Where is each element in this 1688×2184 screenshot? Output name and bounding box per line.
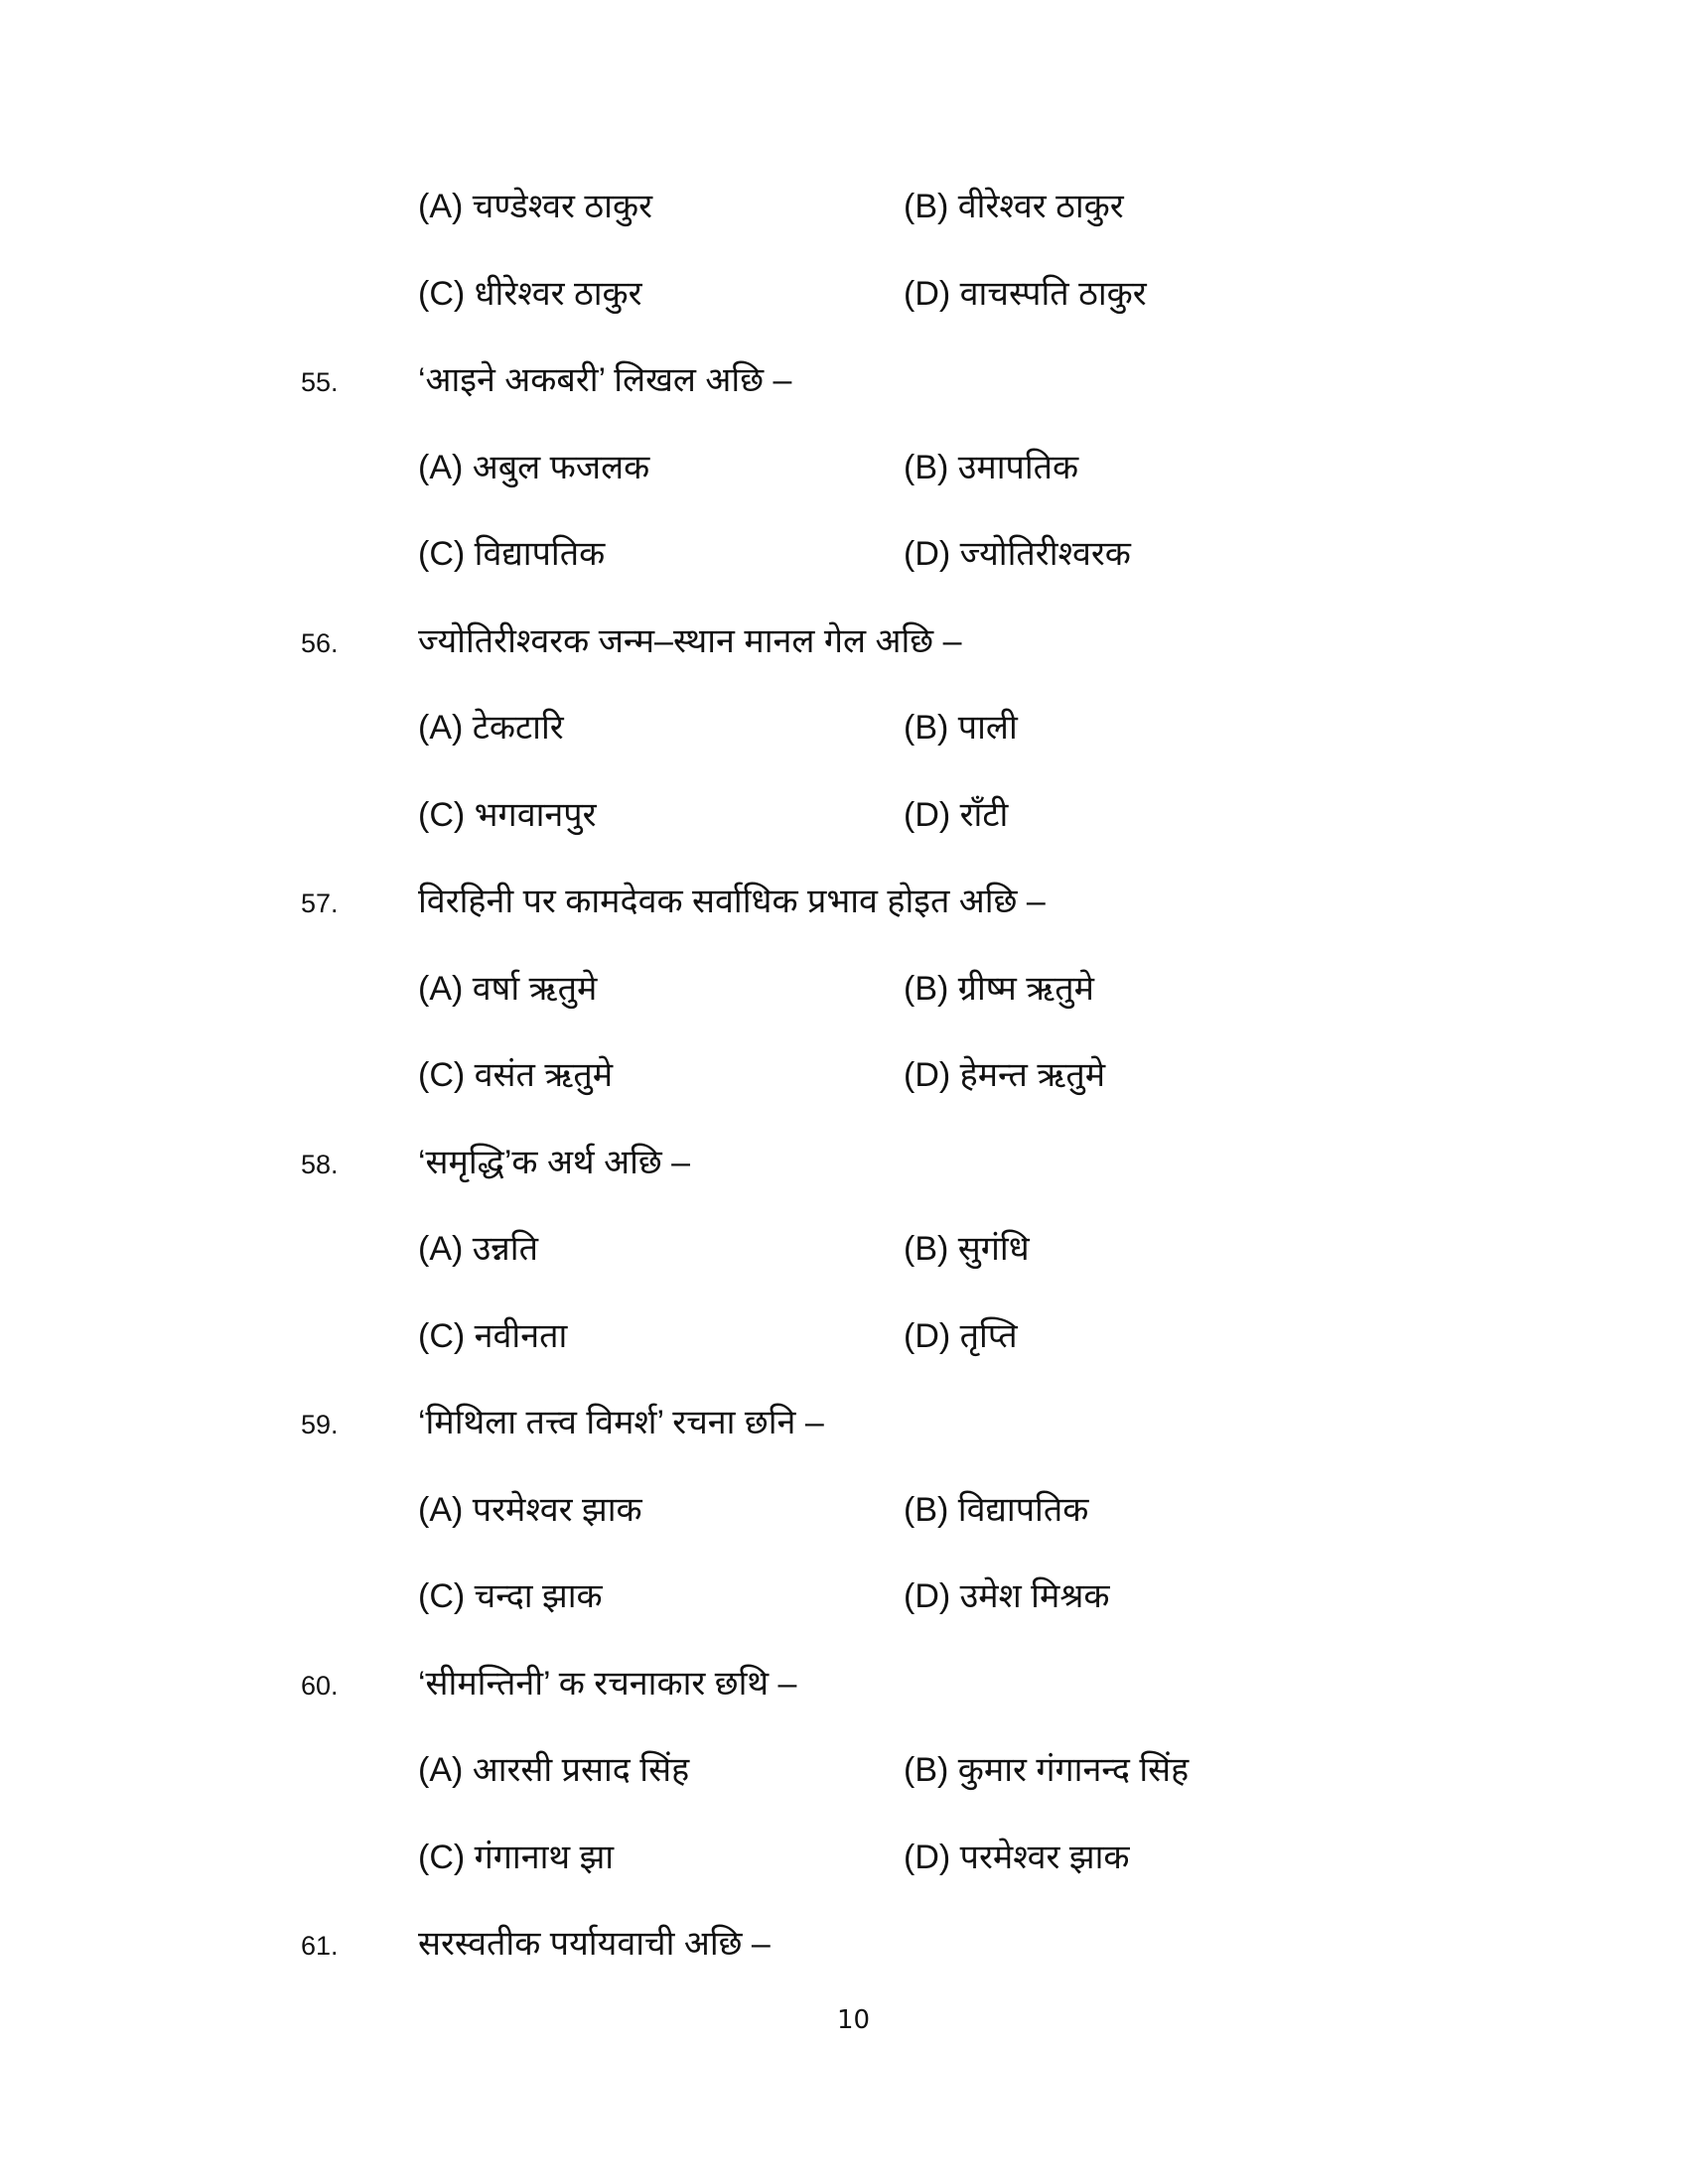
option-a: (A) उन्नति bbox=[418, 1230, 538, 1268]
question-number: 61. bbox=[301, 1931, 339, 1961]
question-number: 59. bbox=[301, 1410, 339, 1439]
question-number: 60. bbox=[301, 1671, 339, 1701]
option-c: (C) विद्यापतिक bbox=[418, 535, 606, 573]
option-c: (C) भगवानपुर bbox=[418, 796, 597, 834]
option-a: (A) परमेश्वर झाक bbox=[418, 1491, 642, 1529]
question-text: सरस्वतीक पर्यायवाची अछि – bbox=[418, 1925, 771, 1963]
option-b: (B) कुमार गंगानन्द सिंह bbox=[904, 1751, 1190, 1789]
page-number: 10 bbox=[837, 2005, 871, 2035]
option-d: (D) उमेश मिश्रक bbox=[904, 1577, 1110, 1615]
option-d: (D) ज्योतिरीश्वरक bbox=[904, 535, 1131, 573]
option-a: (A) आरसी प्रसाद सिंह bbox=[418, 1751, 690, 1789]
question-text: ‘समृद्धि’क अर्थ अछि – bbox=[418, 1144, 691, 1181]
option-c: (C) गंगानाथ झा bbox=[418, 1839, 615, 1876]
option-c: (C) नवीनता bbox=[418, 1317, 568, 1355]
option-d: (D) तृप्ति bbox=[904, 1317, 1018, 1355]
option-c: (C) चन्दा झाक bbox=[418, 1577, 603, 1615]
option-d: (D) परमेश्वर झाक bbox=[904, 1839, 1130, 1876]
option-a: (A) चण्डेश्वर ठाकुर bbox=[418, 188, 652, 225]
option-b: (B) विद्यापतिक bbox=[904, 1491, 1089, 1529]
option-c: (C) धीरेश्वर ठाकुर bbox=[418, 275, 642, 313]
question-text: ज्योतिरीश्वरक जन्म–स्थान मानल गेल अछि – bbox=[418, 622, 962, 660]
question-text: ‘आइने अकबरी’ लिखल अछि – bbox=[418, 361, 792, 399]
option-a: (A) टेकटारि bbox=[418, 709, 564, 747]
question-text: ‘सीमन्तिनी’ क रचनाकार छथि – bbox=[418, 1665, 797, 1703]
option-b: (B) ग्रीष्म ऋतुमे bbox=[904, 970, 1094, 1008]
option-d: (D) वाचस्पति ठाकुर bbox=[904, 275, 1147, 313]
option-b: (B) पाली bbox=[904, 709, 1018, 747]
option-a: (A) वर्षा ऋतुमे bbox=[418, 970, 598, 1008]
question-number: 56. bbox=[301, 628, 339, 658]
option-b: (B) सुगंधि bbox=[904, 1230, 1030, 1268]
option-c: (C) वसंत ऋतुमे bbox=[418, 1056, 614, 1094]
question-text: विरहिनी पर कामदेवक सर्वाधिक प्रभाव होइत अछि – bbox=[418, 883, 1046, 920]
question-number: 58. bbox=[301, 1150, 339, 1179]
question-number: 57. bbox=[301, 888, 339, 918]
option-b: (B) उमापतिक bbox=[904, 449, 1079, 486]
option-a: (A) अबुल फजलक bbox=[418, 449, 650, 486]
question-number: 55. bbox=[301, 367, 339, 397]
option-d: (D) राँटी bbox=[904, 796, 1009, 834]
option-b: (B) वीरेश्वर ठाकुर bbox=[904, 188, 1124, 225]
question-text: ‘मिथिला तत्त्व विमर्श’ रचना छनि – bbox=[418, 1404, 824, 1441]
option-d: (D) हेमन्त ऋतुमे bbox=[904, 1056, 1106, 1094]
